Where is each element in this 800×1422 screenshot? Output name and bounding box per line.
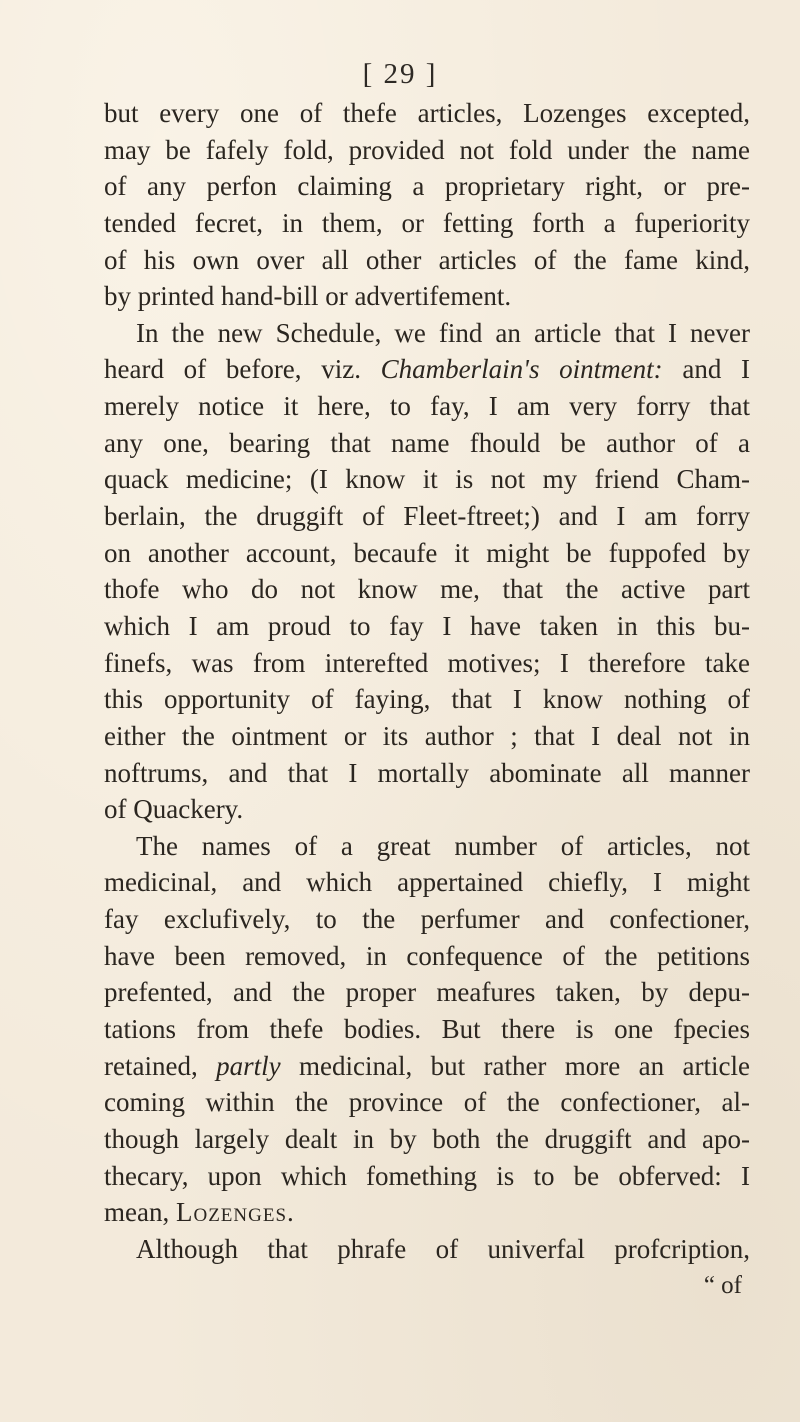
text-line: noftrums, and that I mortally abominate all manner	[104, 757, 750, 788]
text-line: retained, partly medicinal, but rather more an article	[104, 1050, 750, 1081]
text-line: thofe who do not know me, that the active part	[104, 574, 750, 605]
text-line: which I am proud to fay I have taken in this bu-	[104, 610, 750, 641]
text-line: have been removed, in confequence of the petitions	[104, 940, 750, 971]
text-line: either the ointment or its author ; that I deal not in	[104, 720, 750, 751]
text-line: tended fecret, in them, or fetting forth a fuperiority	[104, 207, 750, 238]
text-line: coming within the province of the confectioner, al-	[104, 1087, 750, 1118]
text-line: medicinal, and which appertained chiefly, I might	[104, 867, 750, 898]
italic-phrase: Chamberlain's ointment:	[380, 354, 663, 385]
text-line: this opportunity of faying, that I know nothing of	[104, 684, 750, 715]
text-line: of his own over all other articles of the fame kind,	[104, 244, 750, 275]
text-line: finefs, was from interefted motives; I therefore take	[104, 647, 750, 678]
text-line: thecary, upon which fomething is to be obferved: I	[104, 1160, 750, 1191]
text-line: heard of before, viz. Chamberlain's ointment: and I	[104, 354, 751, 385]
text-line: but every one of thefe articles, Lozenges excepted,	[104, 98, 750, 128]
paragraph-start-line: Although that phrafe of univerfal profcription,	[136, 1233, 750, 1264]
italic-phrase: partly	[216, 1050, 281, 1081]
small-caps-word: Lozenges	[175, 1197, 288, 1228]
text-line: may be fafely fold, provided not fold under the name	[104, 134, 750, 165]
text-line: fay exclufively, to the perfumer and confectioner,	[104, 904, 750, 935]
text-line: quack medicine; (I know it is not my friend Cham-	[104, 464, 750, 495]
paragraph-start-line: The names of a great number of articles, not	[136, 830, 750, 861]
text-line: of any perfon claiming a proprietary right, or pre-	[104, 171, 750, 202]
text-line: tations from thefe bodies. But there is one fpecies	[104, 1014, 750, 1045]
text-line: of Quackery.	[104, 794, 244, 825]
text-line: berlain, the druggift of Fleet-ftreet;) and I am forry	[104, 501, 750, 532]
text-line: though largely dealt in by both the druggift and apo-	[104, 1123, 750, 1154]
page-number-header: [ 29 ]	[362, 58, 438, 90]
body-text	[104, 95, 750, 1304]
text-line: merely notice it here, to fay, I am very forry that	[104, 391, 750, 422]
paragraph-start-line: In the new Schedule, we find an article that I never	[136, 317, 750, 348]
text-line: on another account, becaufe it might be fuppofed by	[104, 537, 750, 568]
text-line: prefented, and the proper meafures taken, by depu-	[104, 977, 750, 1008]
catchword: “ of	[703, 1271, 742, 1299]
text-line: mean, Lozenges.	[104, 1197, 294, 1228]
text-line: any one, bearing that name fhould be author of a	[104, 427, 750, 458]
text-line: by printed hand-bill or advertifement.	[104, 281, 512, 312]
